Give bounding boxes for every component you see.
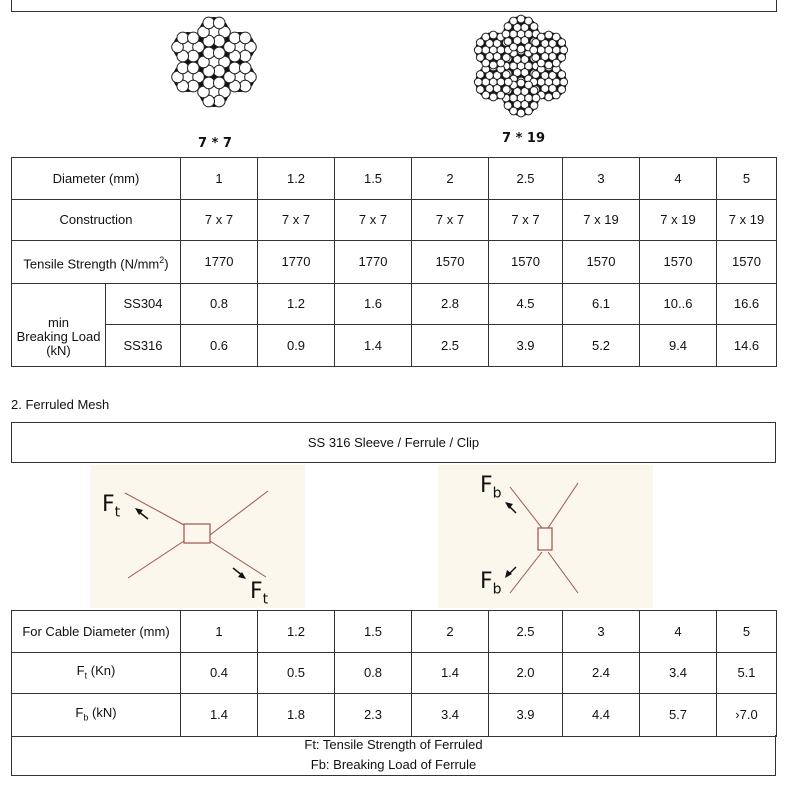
rope-7x19-wire <box>474 78 482 86</box>
fb-cell: 1.8 <box>258 694 335 737</box>
fb-cell: 3.9 <box>489 694 563 737</box>
diameter-cell: 2 <box>412 158 489 200</box>
ft-cell: 1.4 <box>412 653 489 694</box>
rope-7x7-wire <box>187 50 199 62</box>
diameter-cell: 1 <box>181 158 258 200</box>
rope-7x19-wire <box>489 61 497 69</box>
cable-diameter-header: For Cable Diameter (mm) <box>12 611 181 653</box>
ss304-cell: 6.1 <box>563 284 640 325</box>
rope-7x19-wire <box>502 71 510 79</box>
fb-top-label <box>480 473 502 501</box>
table-row-ss316 <box>12 325 777 367</box>
construction-cell: 7 x 19 <box>717 200 777 241</box>
construction-cell: 7 x 7 <box>335 200 412 241</box>
tensile-cell: 1770 <box>181 241 258 284</box>
rope-7x19-wire <box>560 46 568 54</box>
rope-7x7-wire <box>213 17 225 29</box>
rope-7x7-label: 7 * 7 <box>198 136 232 151</box>
cable-diameter-cell: 2.5 <box>489 611 563 653</box>
fb-header <box>12 694 181 737</box>
rope-7x19-wire <box>489 93 497 101</box>
construction-cell: 7 x 19 <box>563 200 640 241</box>
rope-7x19-label: 7 * 19 <box>502 131 545 146</box>
rope-7x7-wire <box>239 80 251 92</box>
ss316-cell: 0.6 <box>181 325 258 367</box>
ft-bottom-label <box>250 579 268 607</box>
rope-7x19-wire <box>532 94 540 102</box>
ss304-label: SS304 <box>106 284 181 325</box>
ss304-cell: 1.2 <box>258 284 335 325</box>
fb-letter: F <box>480 473 493 498</box>
tensile-cell: 1570 <box>489 241 563 284</box>
table-row-ss304 <box>12 284 777 325</box>
diameter-cell: 1.2 <box>258 158 335 200</box>
rope-7x19-wire <box>530 46 538 54</box>
cable-diameter-cell: 5 <box>717 611 777 653</box>
cable-diameter-cell: 1.2 <box>258 611 335 653</box>
cable-diameter-cell: 1 <box>181 611 258 653</box>
table-row-cable-diameter <box>12 611 777 653</box>
diameter-cell: 2.5 <box>489 158 563 200</box>
ft-cell: 0.5 <box>258 653 335 694</box>
rope-7x19-wire <box>504 78 512 86</box>
breaking-label-line2: Breaking Load <box>16 329 101 344</box>
rope-7x19-wire <box>530 87 538 95</box>
ferrule-strength-table <box>11 610 777 737</box>
tensile-cell: 1570 <box>412 241 489 284</box>
rope-7x19-wire <box>532 54 540 62</box>
rope-7x19-wire <box>560 78 568 86</box>
rope-7x7-cross-section-image <box>160 14 268 110</box>
rope-7x19-wire <box>537 33 545 41</box>
rope-7x7-wire <box>239 62 251 74</box>
ft-subscript: t <box>262 591 269 608</box>
rope-7x7-wire <box>239 32 251 44</box>
rope-7x19-cross-section-image <box>466 12 576 120</box>
construction-header: Construction <box>12 200 181 241</box>
fb-cell: 4.4 <box>563 694 640 737</box>
rope-7x7-wire <box>213 65 225 77</box>
ft-cell: 3.4 <box>640 653 717 694</box>
ft-subscript: t <box>114 504 121 521</box>
rope-7x7-wire <box>239 50 251 62</box>
breaking-diagram-drawing <box>438 465 653 608</box>
rope-7x19-wire <box>558 71 566 79</box>
fb-letter: F <box>480 569 493 594</box>
fb-cell: 1.4 <box>181 694 258 737</box>
table-row-ft <box>12 653 777 694</box>
construction-cell: 7 x 7 <box>489 200 563 241</box>
diameter-header: Diameter (mm) <box>12 158 181 200</box>
rope-7x7-wire <box>203 47 215 59</box>
rope-7x19-wire <box>476 86 484 94</box>
tensile-close: ) <box>164 256 169 272</box>
rope-7x19-wire <box>510 17 518 25</box>
rope-7x19-wire <box>545 61 553 69</box>
ss316-cell: 3.9 <box>489 325 563 367</box>
rope-7x19-wire <box>517 79 525 87</box>
rope-7x19-wire <box>476 54 484 62</box>
rope-7x19-wire <box>497 91 505 99</box>
rope-7x19-wire <box>504 38 512 46</box>
table-row-tensile <box>12 241 777 284</box>
rope-7x19-wire <box>545 93 553 101</box>
breaking-load-header <box>12 284 106 367</box>
ft-header <box>12 653 181 694</box>
note-line-ft: Ft: Tensile Strength of Ferruled <box>304 737 483 752</box>
rope-7x7-wire <box>187 62 199 74</box>
ss316-cell: 9.4 <box>640 325 717 367</box>
rope-7x19-wire <box>502 30 510 38</box>
rope-7x7-wire <box>203 77 215 89</box>
rope-7x7-wire <box>229 32 241 44</box>
fb-cell: 5.7 <box>640 694 717 737</box>
tensile-exponent: 2 <box>159 254 165 265</box>
ss316-label: SS316 <box>106 325 181 367</box>
ss304-cell: 2.8 <box>412 284 489 325</box>
rope-7x7-wire <box>187 80 199 92</box>
ss304-cell: 10..6 <box>640 284 717 325</box>
rope-7x19-wire <box>552 59 560 67</box>
wire-rope-spec-table <box>11 157 777 367</box>
breaking-label-line1: min <box>48 315 69 330</box>
rope-7x7-wire <box>213 47 225 59</box>
ft-header-sub: t <box>84 670 88 681</box>
rope-7x19-wire <box>525 107 533 115</box>
ss316-cell: 1.4 <box>335 325 412 367</box>
rope-7x19-wire <box>552 91 560 99</box>
table-row-construction <box>12 200 777 241</box>
breaking-label-line3: (kN) <box>46 343 71 358</box>
ft-cell: 2.4 <box>563 653 640 694</box>
tensile-cell: 1770 <box>258 241 335 284</box>
ss304-cell: 4.5 <box>489 284 563 325</box>
rope-7x19-wire <box>504 102 512 110</box>
tensile-cell: 1570 <box>717 241 777 284</box>
ferrule-breaking-diagram <box>438 465 653 608</box>
ss316-cell: 2.5 <box>412 325 489 367</box>
ss304-cell: 0.8 <box>181 284 258 325</box>
ss316-cell: 0.9 <box>258 325 335 367</box>
fb-bottom-label <box>480 569 502 597</box>
tensile-cell: 1770 <box>335 241 412 284</box>
rope-7x19-wire <box>517 15 525 23</box>
rope-7x7-wire <box>213 77 225 89</box>
rope-7x19-wire <box>489 31 497 39</box>
note-line-fb: Fb: Breaking Load of Ferrule <box>310 757 477 772</box>
ft-top-label <box>102 492 120 520</box>
rope-7x19-wire <box>530 23 538 31</box>
ft-header-letter: F <box>76 662 85 678</box>
sleeve-caption-box <box>11 422 776 463</box>
ss304-cell: 1.6 <box>335 284 412 325</box>
fb-header-letter: F <box>75 704 84 720</box>
tensile-cell: 1570 <box>640 241 717 284</box>
rope-7x7-wire <box>177 62 189 74</box>
rope-7x7-wire <box>203 17 215 29</box>
diameter-cell: 3 <box>563 158 640 200</box>
tensile-cell: 1570 <box>563 241 640 284</box>
diameter-cell: 5 <box>717 158 777 200</box>
diameter-cell: 1.5 <box>335 158 412 200</box>
ss316-cell: 5.2 <box>563 325 640 367</box>
tensile-header <box>12 241 181 284</box>
fb-subscript: b <box>492 581 502 598</box>
fb-header-sub: b <box>83 712 89 723</box>
construction-cell: 7 x 7 <box>258 200 335 241</box>
fb-cell: 2.3 <box>335 694 412 737</box>
rope-7x7-wire <box>213 95 225 107</box>
rope-7x19-wire <box>474 46 482 54</box>
construction-cell: 7 x 7 <box>181 200 258 241</box>
rope-7x19-wire <box>558 39 566 47</box>
rope-7x19-wire <box>482 33 490 41</box>
ft-cell: 5.1 <box>717 653 777 694</box>
rope-7x19-wire <box>517 109 525 117</box>
ft-cell: 0.8 <box>335 653 412 694</box>
fb-subscript: b <box>492 485 502 502</box>
ss316-cell: 14.6 <box>717 325 777 367</box>
cable-diameter-cell: 1.5 <box>335 611 412 653</box>
table-row-diameter <box>12 158 777 200</box>
rope-7x19-wire <box>497 59 505 67</box>
ss304-cell: 16.6 <box>717 284 777 325</box>
fb-cell: 3.4 <box>412 694 489 737</box>
ft-header-unit: (Kn) <box>87 662 116 678</box>
ft-letter: F <box>250 579 263 604</box>
rope-7x7-wire <box>177 32 189 44</box>
cable-diameter-cell: 2 <box>412 611 489 653</box>
fb-cell: ›7.0 <box>717 694 777 737</box>
rope-7x19-wire <box>517 45 525 53</box>
rope-7x7-wire <box>213 35 225 47</box>
construction-cell: 7 x 7 <box>412 200 489 241</box>
notes-box <box>11 735 776 776</box>
fb-header-unit: (kN) <box>88 704 117 720</box>
ferrule-tensile-diagram <box>90 465 305 608</box>
cable-diameter-cell: 4 <box>640 611 717 653</box>
rope-7x7-wire <box>229 62 241 74</box>
sleeve-caption: SS 316 Sleeve / Ferrule / Clip <box>307 435 480 450</box>
ft-cell: 2.0 <box>489 653 563 694</box>
table-row-fb <box>12 694 777 737</box>
diameter-cell: 4 <box>640 158 717 200</box>
ft-letter: F <box>102 492 115 517</box>
rope-7x7-wire <box>187 32 199 44</box>
ft-cell: 0.4 <box>181 653 258 694</box>
cable-diameter-cell: 3 <box>563 611 640 653</box>
top-section-border <box>11 0 777 12</box>
section-title: 2. Ferruled Mesh <box>11 397 110 412</box>
tensile-diagram-drawing <box>90 465 305 608</box>
rope-7x19-wire <box>545 31 553 39</box>
tensile-label: Tensile Strength (N/mm <box>23 256 160 272</box>
construction-cell: 7 x 19 <box>640 200 717 241</box>
